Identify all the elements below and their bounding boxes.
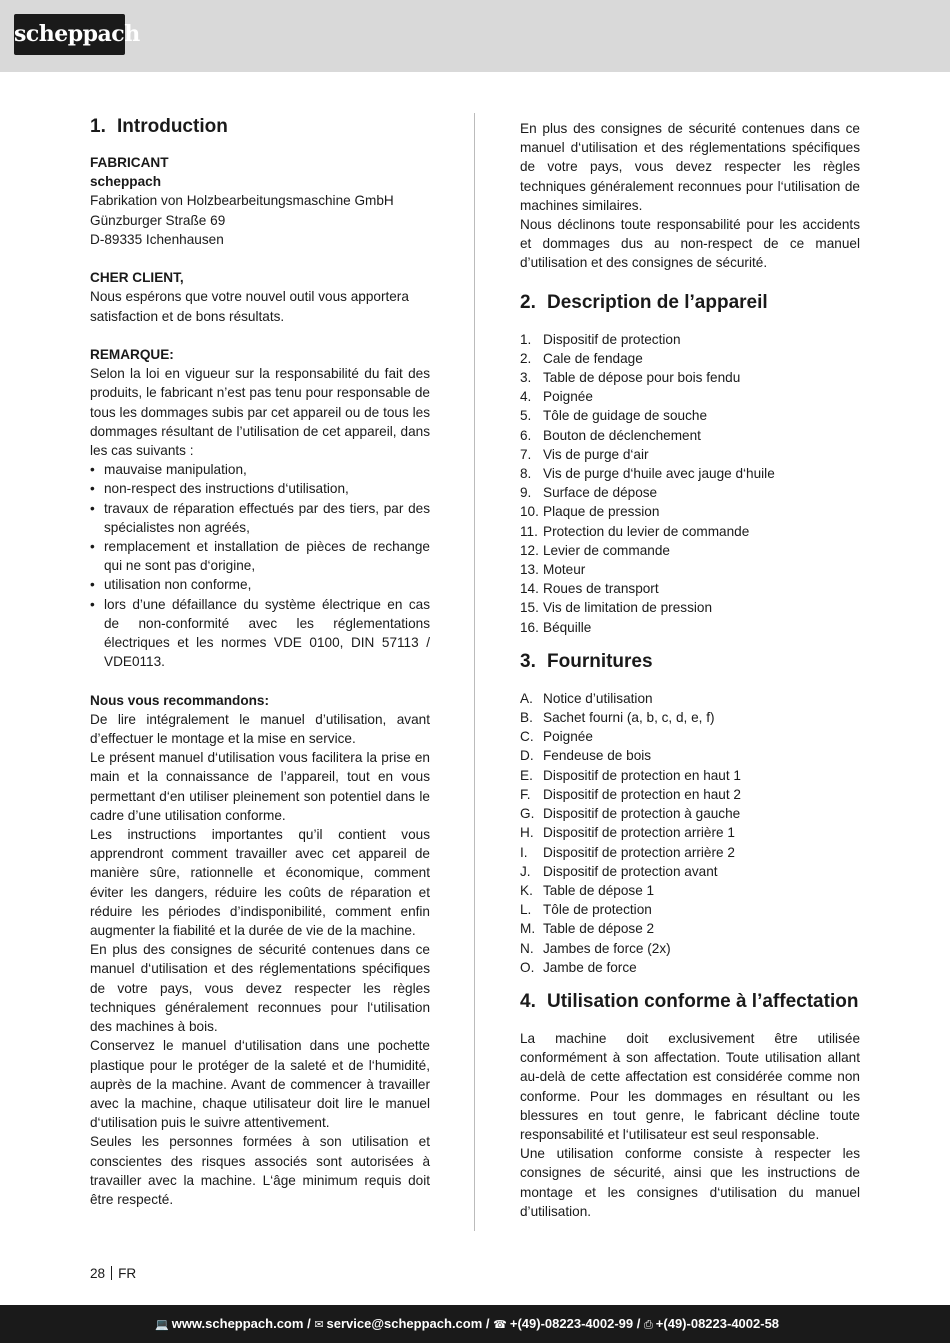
list-item: • remplacement et installation de pièces de rechange qui ne sont pas d‘origine, bbox=[90, 537, 430, 575]
list-item: L. Tôle de protection bbox=[520, 902, 652, 918]
list-item: H. Dispositif de protection arrière 1 bbox=[520, 825, 735, 841]
recommend-paragraph: Le présent manuel d‘utilisation vous facilitera la prise en main et la connaissance de l’appareil, tout en vous permettant d‘en utiliser pleinement son potentiel dans le cadre d’une utilisation conforme. bbox=[90, 750, 430, 823]
list-item: 6. Bouton de déclenchement bbox=[520, 427, 701, 443]
left-column bbox=[90, 114, 430, 1209]
fax-icon: ⎙ bbox=[643, 1319, 653, 1331]
usage-paragraph: Une utilisation conforme consiste à respecter les consignes de sécurité, ainsi que les instructions de montage et les consignes d‘utilisation du manuel d’utilisation. bbox=[520, 1146, 860, 1219]
remark-bullet-list bbox=[90, 460, 430, 671]
list-item: M. Table de dépose 2 bbox=[520, 921, 655, 937]
list-item: D. Fendeuse de bois bbox=[520, 748, 652, 764]
recommend-paragraph: Conservez le manuel d‘utilisation dans une pochette plastique pour le protéger de la saleté et de l‘humidité, auprès de la machine. Avant de commencer à travailler avec la machine, chaque utilisateur doit lire le manuel d‘utilisation puis le suivre attentivement. bbox=[90, 1038, 430, 1131]
recommend-paragraph: En plus des consignes de sécurité contenues dans ce manuel d‘utilisation et des réglementations spécifiques de votre pays, vous devez respecter les règles techniques généralement reconnues pour l‘utilisation des machines à bois. bbox=[90, 942, 430, 1035]
section-heading-description: 2. Description de l’appareil bbox=[520, 291, 768, 313]
manufacturer-name: scheppach bbox=[90, 174, 162, 190]
client-text: Nous espérons que votre nouvel outil vous apportera satisfaction et de bons résultats. bbox=[90, 289, 409, 324]
description-list bbox=[520, 330, 860, 637]
list-item: F. Dispositif de protection en haut 2 bbox=[520, 786, 741, 802]
list-item: 5. Tôle de guidage de souche bbox=[520, 408, 708, 424]
recommend-label: Nous vous recommandons: bbox=[90, 692, 270, 708]
list-item: 2. Cale de fendage bbox=[520, 350, 643, 366]
usage-paragraph: La machine doit exclusivement être utilisée conformément à son affectation. Toute utilisation allant au-delà de cette affectation est considérée comme non conforme. Pour les dommages en résultant ou les blessures en tout genre, le fabricant décline toute responsabilité et l‘utilisateur est seul responsable. bbox=[520, 1030, 860, 1142]
list-item: • utilisation non conforme, bbox=[90, 575, 430, 594]
footer-email[interactable]: service@scheppach.com bbox=[326, 1316, 483, 1331]
section-heading-usage: 4. Utilisation conforme à l’affectation bbox=[520, 990, 859, 1012]
remark-text: Selon la loi en vigueur sur la responsabilité du fait des produits, le fabricant n’est pas tenu pour responsable de tous les dommages subis par cet appareil ou de tous les dommages résultant de l’utilisation de cet appareil, dans les cas suivants : bbox=[90, 366, 430, 459]
list-item: N. Jambes de force (2x) bbox=[520, 940, 671, 956]
phone-icon: ☎ bbox=[493, 1319, 507, 1331]
list-item: 15. Vis de limitation de pression bbox=[520, 600, 713, 616]
page-header bbox=[0, 0, 950, 72]
intro-paragraph: En plus des consignes de sécurité contenues dans ce manuel d‘utilisation et des réglementations spécifiques de votre pays, vous devez respecter les règles techniques généralement reconnues pour l‘utilisation de machines similaires. bbox=[520, 121, 860, 213]
list-item: 11. Protection du levier de commande bbox=[520, 523, 750, 539]
computer-icon: 💻 bbox=[155, 1319, 169, 1331]
list-item: G. Dispositif de protection à gauche bbox=[520, 806, 741, 822]
section-heading-introduction: 1. Introduction bbox=[90, 116, 228, 137]
list-item: B. Sachet fourni (a, b, c, d, e, f) bbox=[520, 710, 715, 726]
page-footer: 💻 www.scheppach.com / ✉ service@scheppach.com / ☎ +(49)-08223-4002-99 / ⎙ +(49)-08223-4002-58 bbox=[0, 1305, 950, 1343]
footer-phone: +(49)-08223-4002-99 bbox=[509, 1316, 634, 1331]
brand-logo: scheppach bbox=[14, 14, 125, 55]
list-item: I. Dispositif de protection arrière 2 bbox=[520, 844, 735, 860]
list-item: 16. Béquille bbox=[520, 619, 592, 635]
list-item: 3. Table de dépose pour bois fendu bbox=[520, 370, 741, 386]
section-heading-supplies: 3. Fournitures bbox=[520, 650, 653, 672]
client-label: CHER CLIENT, bbox=[90, 270, 184, 286]
manufacturer-line: D-89335 Ichenhausen bbox=[90, 231, 224, 247]
list-item: 14. Roues de transport bbox=[520, 581, 659, 597]
column-divider bbox=[474, 113, 475, 1231]
list-item: K. Table de dépose 1 bbox=[520, 882, 655, 898]
recommend-paragraph: De lire intégralement le manuel d’utilisation, avant d’effectuer le montage et la mise en service. bbox=[90, 711, 430, 747]
remark-label: REMARQUE: bbox=[90, 347, 174, 362]
email-icon: ✉ bbox=[314, 1319, 324, 1331]
list-item: • lors d’une défaillance du système électrique en cas de non-conformité avec les réglementations électriques et les normes VDE 0100, DIN 57113 / VDE0113. bbox=[90, 595, 430, 672]
page-number: 28 FR bbox=[90, 1266, 137, 1281]
list-item: 10. Plaque de pression bbox=[520, 504, 660, 520]
list-item: A. Notice d’utilisation bbox=[520, 690, 653, 706]
list-item: 12. Levier de commande bbox=[520, 542, 670, 558]
recommend-paragraph: Les instructions importantes qu’il contient vous apprendront comment travailler avec cet appareil de manière sûre, rationnelle et économique, comment éviter les dangers, réduire les coûts de réparation et réduire les périodes d’indisponibilité, comment enfin augmenter la fiabilité et la durée de vie de la machine. bbox=[90, 827, 430, 939]
list-item: C. Poignée bbox=[520, 729, 593, 745]
footer-fax: +(49)-08223-4002-58 bbox=[655, 1316, 780, 1331]
recommend-paragraph: Seules les personnes formées à son utilisation et conscientes des risques associés sont autorisées à travailler avec la machine. L‘âge minimum requis doit être respecté. bbox=[90, 1134, 430, 1207]
list-item: O. Jambe de force bbox=[520, 959, 637, 975]
manufacturer-label: FABRICANT bbox=[90, 155, 169, 170]
manufacturer-line: Fabrikation von Holzbearbeitungsmaschine GmbH bbox=[90, 193, 394, 209]
manufacturer-line: Günzburger Straße 69 bbox=[90, 212, 226, 228]
intro-paragraph: Nous déclinons toute responsabilité pour les accidents et dommages dus au non-respect de ce manuel d’utilisation et des consignes de sécurité. bbox=[520, 217, 860, 271]
list-item: 7. Vis de purge d‘air bbox=[520, 446, 649, 462]
list-item: • mauvaise manipulation, bbox=[90, 460, 430, 479]
supply-list bbox=[520, 689, 860, 977]
list-item: 4. Poignée bbox=[520, 389, 593, 405]
list-item: 9. Surface de dépose bbox=[520, 485, 658, 501]
list-item: 1. Dispositif de protection bbox=[520, 331, 681, 347]
right-column bbox=[520, 119, 860, 1221]
list-item: 8. Vis de purge d‘huile avec jauge d‘huile bbox=[520, 466, 775, 482]
list-item: E. Dispositif de protection en haut 1 bbox=[520, 767, 741, 783]
list-item: J. Dispositif de protection avant bbox=[520, 863, 718, 879]
list-item: 13. Moteur bbox=[520, 562, 586, 578]
list-item: • travaux de réparation effectués par des tiers, par des spécialistes non agréés, bbox=[90, 499, 430, 537]
footer-website[interactable]: www.scheppach.com bbox=[171, 1316, 304, 1331]
list-item: • non-respect des instructions d‘utilisation, bbox=[90, 479, 430, 498]
